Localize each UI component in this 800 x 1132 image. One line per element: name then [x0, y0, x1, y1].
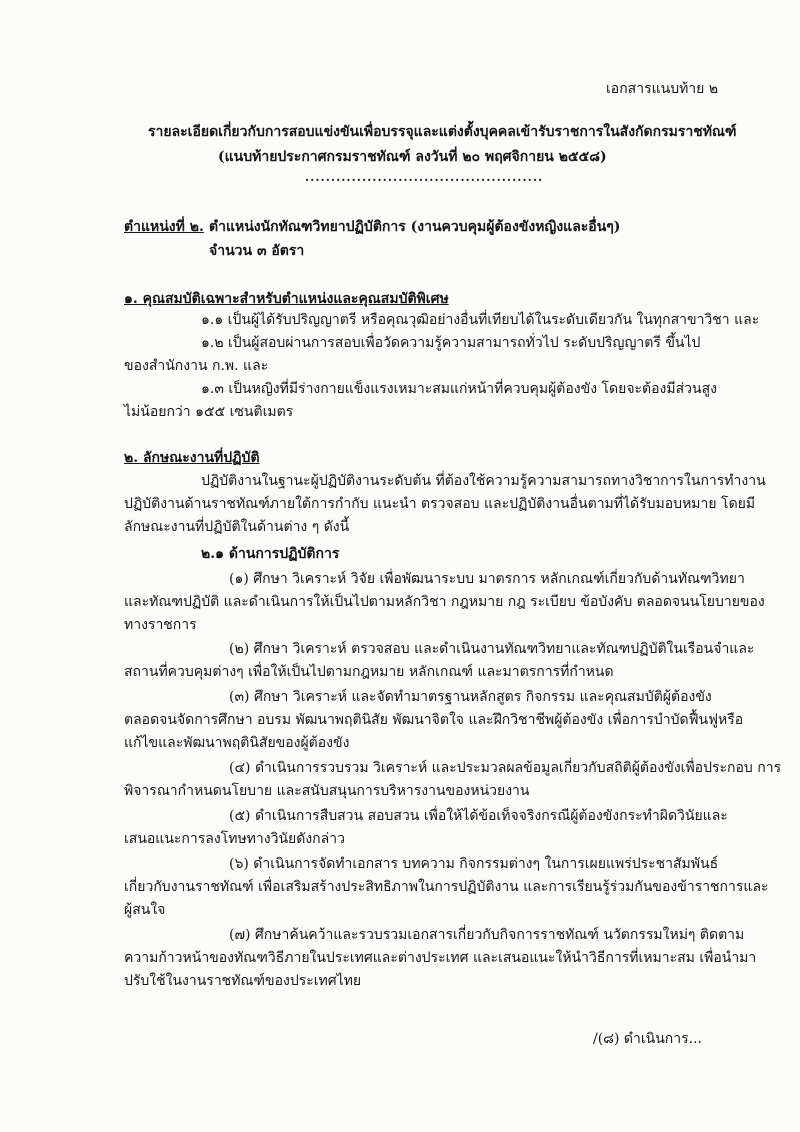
list-item: (๕) ดำเนินการสืบสวน สอบสวน เพื่อให้ได้ข้อเท็จจริงกรณีผู้ต้องขังกระทำผิดวินัยและ — [229, 808, 728, 824]
list-item: (๔) ดำเนินการรวบรวม วิเคราะห์ และประมวลผลข้อมูลเกี่ยวกับสถิติผู้ต้องขังเพื่อประกอบ การ — [229, 760, 782, 776]
list-item: แก้ไขและพัฒนาพฤตินิสัยของผู้ต้องขัง — [124, 735, 350, 751]
list-item: เกี่ยวกับงานราชทัณฑ์ เพื่อเสริมสร้างประสิทธิภาพในการปฏิบัติงาน และการเรียนรู้ร่วมกันของข้าราชการและ — [124, 879, 769, 895]
section-1-1: ๑.๑ เป็นผู้ได้รับปริญญาตรี หรือคุณวุฒิอย่างอื่นที่เทียบได้ในระดับเดียวกัน ในทุกสาขาวิชา และ — [201, 312, 760, 328]
list-item: (๓) ศึกษา วิเคราะห์ และจัดทำมาตรฐานหลักสูตร กิจกรรม และคุณสมบัติผู้ต้องขัง — [229, 689, 712, 705]
list-item: ตลอดจนจัดการศึกษา อบรม พัฒนาพฤตินิสัย พัฒนาจิตใจ และฝึกวิชาชีพผู้ต้องขัง เพื่อการบำบัดฟื้นฟูหรือ — [124, 712, 744, 728]
list-item: ผู้สนใจ — [124, 902, 166, 918]
document-title: รายละเอียดเกี่ยวกับการสอบแข่งขันเพื่อบรรจุและแต่งตั้งบุคคลเข้ารับราชการในสังกัดกรมราชทัณฑ์ — [148, 124, 737, 140]
list-item: (๖) ดำเนินการจัดทำเอกสาร บทความ กิจกรรมต่างๆ ในการเผยแพร่ประชาสัมพันธ์ — [229, 856, 719, 872]
section-1-2: ๑.๒ เป็นผู้สอบผ่านการสอบเพื่อวัดความรู้ความสามารถทั่วไป ระดับปริญญาตรี ขึ้นไป — [201, 335, 701, 351]
position-count: จำนวน ๓ อัตรา — [209, 243, 305, 259]
continued-note: /(๘) ดำเนินการ... — [593, 1031, 702, 1047]
list-item: (๒) ศึกษา วิเคราะห์ ตรวจสอบ และดำเนินงานทัณฑวิทยาและทัณฑปฏิบัติในเรือนจำและ — [229, 641, 755, 657]
position-row — [124, 218, 204, 236]
section-2-para-1: ปฏิบัติงานในฐานะผู้ปฏิบัติงานระดับต้น ที่ต้องใช้ความรู้ความสามารถทางวิชาการในการทำงาน — [201, 473, 766, 489]
section-2-heading: ๒. ลักษณะงานที่ปฏิบัติ — [124, 450, 260, 466]
section-2-1-heading: ๒.๑ ด้านการปฏิบัติการ — [201, 546, 340, 562]
list-item: สถานที่ควบคุมต่างๆ เพื่อให้เป็นไปตามกฎหมาย หลักเกณฑ์ และมาตรการที่กำหนด — [124, 664, 614, 680]
list-item: พิจารณากำหนดนโยบาย และสนับสนุนการบริหารงานของหน่วยงาน — [124, 783, 530, 799]
section-2-para-2: ปฏิบัติงานด้านราชทัณฑ์ภายใต้การกำกับ แนะนำ ตรวจสอบ และปฏิบัติงานอื่นตามที่ได้รับมอบหมาย โดยมี — [124, 496, 756, 512]
list-item: และทัณฑปฏิบัติ และดำเนินการให้เป็นไปตามหลักวิชา กฎหมาย กฎ ระเบียบ ข้อบังคับ ตลอดจนนโยบายของ — [124, 594, 765, 610]
section-1-2-cont: ของสำนักงาน ก.พ. และ — [124, 358, 269, 374]
section-1-3-cont: ไม่น้อยกว่า ๑๕๕ เซนติเมตร — [124, 404, 294, 420]
position-title: ตำแหน่งนักทัณฑวิทยาปฏิบัติการ (งานควบคุมผู้ต้องขังหญิงและอื่นๆ) — [209, 219, 621, 235]
document-subtitle: (แนบท้ายประกาศกรมราชทัณฑ์ ลงวันที่ ๒๐ พฤศจิกายน ๒๕๕๘) — [218, 149, 607, 165]
list-item: (๑) ศึกษา วิเคราะห์ วิจัย เพื่อพัฒนาระบบ มาตรการ หลักเกณฑ์เกี่ยวกับด้านทัณฑวิทยา — [229, 571, 745, 587]
section-1-3: ๑.๓ เป็นหญิงที่มีร่างกายแข็งแรงเหมาะสมแก่หน้าที่ควบคุมผู้ต้องขัง โดยจะต้องมีส่วนสูง — [201, 381, 717, 397]
list-item: ปรับใช้ในงานราชทัณฑ์ของประเทศไทย — [124, 973, 362, 989]
list-item: เสนอแนะการลงโทษทางวินัยดังกล่าว — [124, 831, 345, 847]
section-1-heading: ๑. คุณสมบัติเฉพาะสำหรับตำแหน่งและคุณสมบัติพิเศษ — [124, 291, 449, 307]
list-item: (๗) ศึกษาค้นคว้าและรวบรวมเอกสารเกี่ยวกับกิจการราชทัณฑ์ นวัตกรรมใหม่ๆ ติดตาม — [229, 927, 745, 943]
position-label: ตำแหน่งที่ ๒. — [124, 219, 204, 235]
section-2-para-3: ลักษณะงานที่ปฏิบัติในด้านต่าง ๆ ดังนี้ — [124, 519, 350, 535]
attachment-label: เอกสารแนบท้าย ๒ — [606, 81, 719, 97]
list-item: ทางราชการ — [124, 617, 197, 633]
title-separator: .............................................. — [305, 170, 544, 184]
list-item: ความก้าวหน้าของทัณฑวิธีภายในประเทศและต่างประเทศ และเสนอแนะให้นำวิธีการที่เหมาะสม เพื่อนำมา — [124, 950, 757, 966]
